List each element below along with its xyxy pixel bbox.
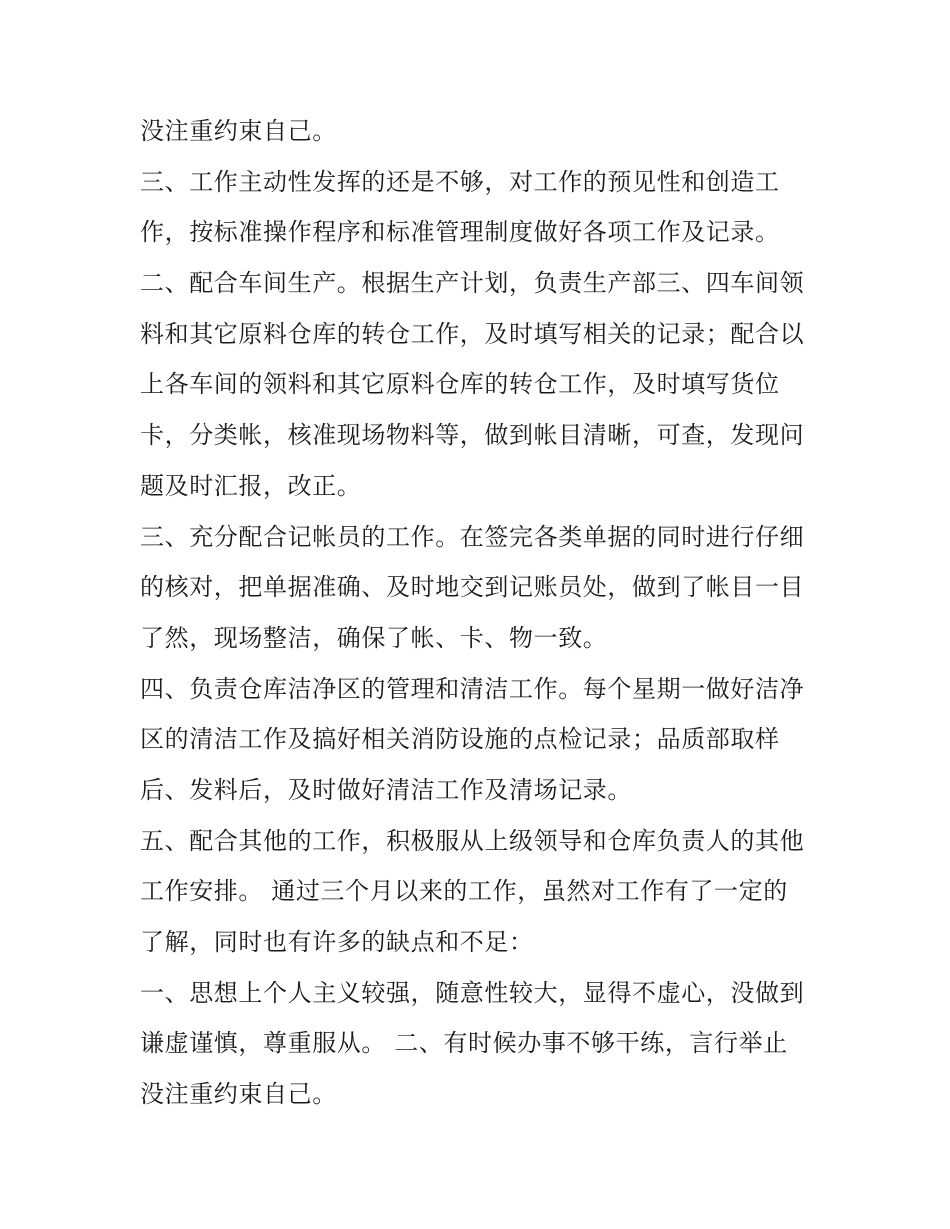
text-line: 后、发料后，及时做好清洁工作及清场记录。 — [140, 775, 632, 804]
document-body — [140, 106, 820, 1120]
text-line: 的核对，把单据准确、及时地交到记账员处，做到了帐目一目 — [140, 573, 805, 602]
text-line: 卡，分类帐，核准现场物料等，做到帐目清晰，可查，发现问 — [140, 421, 805, 450]
text-line: 料和其它原料仓库的转仓工作，及时填写相关的记录；配合以 — [140, 319, 805, 348]
text-line: 二、配合车间生产。根据生产计划，负责生产部三、四车间领 — [140, 269, 805, 298]
text-line: 了然，现场整洁，确保了帐、卡、物一致。 — [140, 623, 608, 652]
text-line: 谦虚谨慎，尊重服从。 二、有时候办事不够干练，言行举止 — [140, 1029, 788, 1058]
text-line: 一、思想上个人主义较强，随意性较大，显得不虚心，没做到 — [140, 978, 805, 1007]
text-line: 工作安排。 通过三个月以来的工作，虽然对工作有了一定的 — [140, 877, 788, 906]
text-line: 四、负责仓库洁净区的管理和清洁工作。每个星期一做好洁净 — [140, 674, 805, 703]
text-line: 题及时汇报，改正。 — [140, 471, 362, 500]
text-line: 三、充分配合记帐员的工作。在签完各类单据的同时进行仔细 — [140, 522, 805, 551]
text-line: 作，按标准操作程序和标准管理制度做好各项工作及记录。 — [140, 218, 780, 247]
text-line: 上各车间的领料和其它原料仓库的转仓工作，及时填写货位 — [140, 370, 780, 399]
text-line: 三、工作主动性发挥的还是不够，对工作的预见性和创造工 — [140, 167, 780, 196]
text-line: 没注重约束自己。 — [140, 117, 337, 145]
text-line: 区的清洁工作及搞好相关消防设施的点检记录；品质部取样 — [140, 725, 780, 754]
text-line: 了解，同时也有许多的缺点和不足： — [140, 928, 534, 956]
text-line: 没注重约束自己。 — [140, 1080, 337, 1109]
text-line: 五、配合其他的工作，积极服从上级领导和仓库负责人的其他 — [140, 826, 805, 855]
